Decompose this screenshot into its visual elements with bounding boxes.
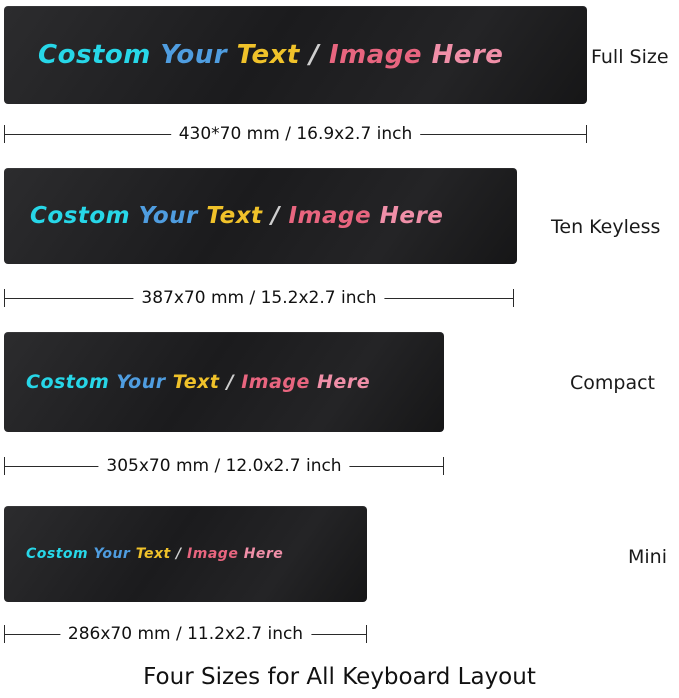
dimension-compact [4, 456, 444, 476]
size-label-compact: Compact [570, 372, 655, 394]
sample-word-6: Here [317, 371, 371, 393]
dimension-cap-left [4, 125, 5, 143]
dimension-text-compact: 305x70 mm / 12.0x2.7 inch [98, 455, 349, 477]
dimension-cap-right [513, 289, 514, 307]
sample-word-6: Here [431, 40, 504, 70]
dimension-full-size [4, 124, 587, 144]
sample-word-1: Costom [38, 40, 151, 70]
mousepad-full-size [4, 6, 587, 104]
sample-word-5: Image [187, 546, 239, 562]
size-label-full-size: Full Size [591, 46, 669, 68]
mousepad-compact [4, 332, 444, 432]
sample-word-5: Image [288, 203, 372, 229]
sample-word-5: Image [241, 371, 310, 393]
dimension-cap-left [4, 457, 5, 475]
mousepad-full-size-text [38, 40, 503, 70]
dimension-cap-right [586, 125, 587, 143]
dimension-cap-right [443, 457, 444, 475]
sample-word-1: Costom [30, 203, 131, 229]
sample-word-2: Your [93, 546, 131, 562]
sample-word-6: Here [243, 546, 284, 562]
sample-separator: / [226, 371, 235, 393]
dimension-cap-left [4, 289, 5, 307]
sample-word-3: Text [172, 371, 220, 393]
sample-word-2: Your [160, 40, 228, 70]
size-label-ten-keyless: Ten Keyless [551, 216, 661, 238]
mousepad-ten-keyless-text [30, 203, 443, 229]
dimension-mini [4, 624, 367, 644]
footer-caption: Four Sizes for All Keyboard Layout [143, 664, 536, 690]
sample-word-3: Text [135, 546, 171, 562]
sample-word-2: Your [116, 371, 166, 393]
dimension-cap-right [366, 625, 367, 643]
dimension-text-full-size: 430*70 mm / 16.9x2.7 inch [171, 123, 421, 145]
sample-word-1: Costom [26, 371, 110, 393]
mousepad-compact-text [26, 371, 370, 393]
sample-separator: / [176, 546, 182, 562]
dimension-ten-keyless [4, 288, 514, 308]
sample-word-3: Text [206, 203, 263, 229]
sample-separator: / [271, 203, 280, 229]
dimension-text-mini: 286x70 mm / 11.2x2.7 inch [60, 623, 311, 645]
mousepad-ten-keyless [4, 168, 517, 264]
dimension-text-ten-keyless: 387x70 mm / 15.2x2.7 inch [133, 287, 384, 309]
sample-word-6: Here [379, 203, 444, 229]
sample-word-5: Image [328, 40, 423, 70]
sample-word-2: Your [138, 203, 198, 229]
sample-word-1: Costom [26, 546, 89, 562]
mousepad-mini-text [26, 546, 283, 562]
sample-separator: / [309, 40, 320, 70]
mousepad-mini [4, 506, 367, 602]
size-label-mini: Mini [628, 546, 667, 568]
dimension-cap-left [4, 625, 5, 643]
sample-word-3: Text [236, 40, 300, 70]
